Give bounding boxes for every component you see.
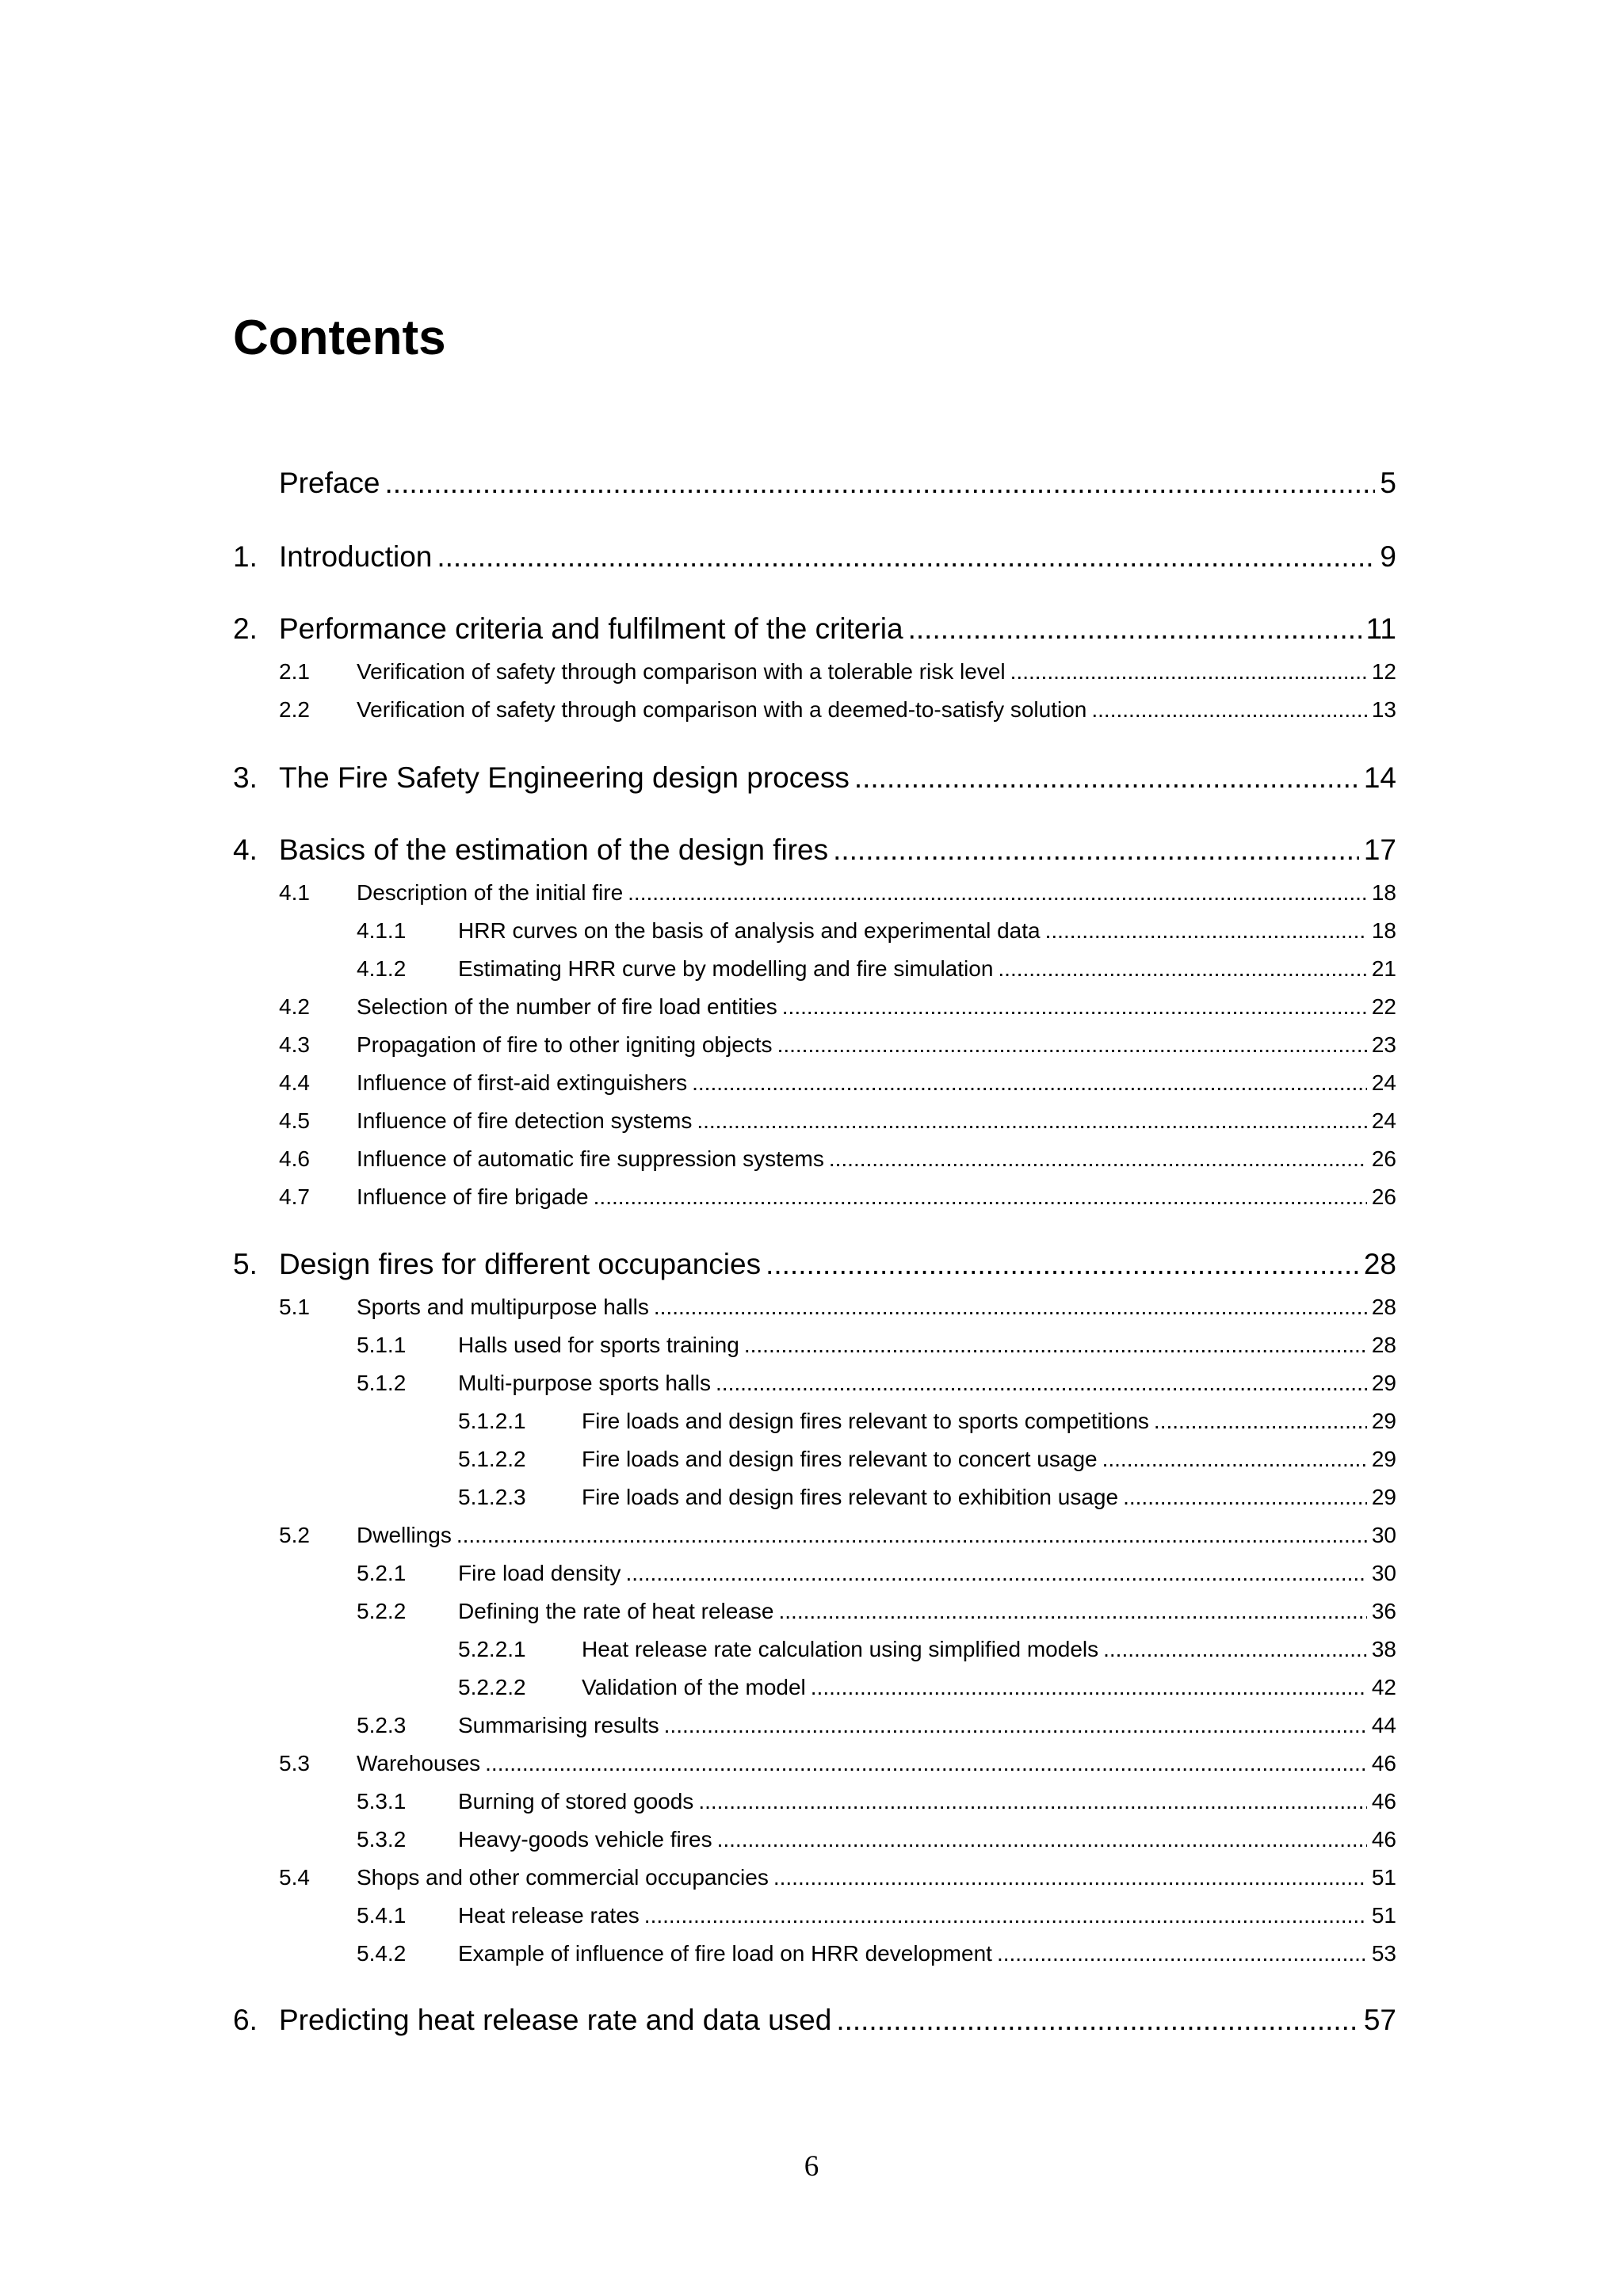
- toc-entry-number: 6.: [233, 2004, 258, 2036]
- toc-entry-number: 4.1.1: [357, 918, 407, 943]
- toc-entry[interactable]: [233, 1938, 1396, 1970]
- toc-entry-title: Introduction: [279, 540, 433, 573]
- toc-dot-leader: [744, 1329, 1367, 1361]
- toc-entry[interactable]: [233, 1710, 1396, 1741]
- toc-entry-page: 46: [1371, 1827, 1396, 1852]
- toc-dot-leader: [698, 1786, 1367, 1817]
- toc-entry-number: 1.: [233, 540, 258, 573]
- toc-entry-page: 23: [1371, 1032, 1396, 1057]
- toc-entry[interactable]: [233, 1367, 1396, 1399]
- toc-entry-page: 28: [1371, 1295, 1396, 1319]
- toc-entry-number: 4.3: [279, 1032, 310, 1057]
- toc-entry[interactable]: [233, 2000, 1396, 2040]
- toc-entry-page: 42: [1371, 1675, 1396, 1699]
- toc-entry-number: 3.: [233, 761, 258, 794]
- toc-dot-leader: [697, 1105, 1367, 1137]
- toc-dot-leader: [628, 877, 1367, 909]
- toc-dot-leader: [997, 1938, 1367, 1970]
- toc-entry-page: 17: [1363, 833, 1396, 866]
- toc-dot-leader: [782, 991, 1367, 1023]
- toc-entry[interactable]: [233, 463, 1396, 503]
- toc-dot-leader: [833, 830, 1359, 870]
- toc-entry-number: 5.1: [279, 1295, 310, 1319]
- toc-entry[interactable]: [233, 1067, 1396, 1099]
- toc-entry-page: 29: [1371, 1447, 1396, 1471]
- toc-entry-title: Heat release rates: [458, 1903, 640, 1928]
- toc-entry-page: 44: [1371, 1713, 1396, 1737]
- toc-entry-number: 5.4.1: [357, 1903, 407, 1928]
- toc-entry-title: Heat release rate calculation using simplified models: [582, 1637, 1099, 1661]
- toc-entry-title: Influence of fire detection systems: [357, 1108, 693, 1133]
- toc-entry-title: Preface: [279, 467, 380, 499]
- toc-dot-leader: [385, 463, 1376, 503]
- toc-entry-number: 4.4: [279, 1070, 310, 1095]
- toc-entry-number: 5.3: [279, 1751, 310, 1775]
- toc-entry-number: 4.5: [279, 1108, 310, 1133]
- toc-dot-leader: [1102, 1444, 1367, 1475]
- toc-entry[interactable]: [233, 1634, 1396, 1665]
- toc-entry-number: 5.3.1: [357, 1789, 407, 1814]
- toc-entry[interactable]: [233, 877, 1396, 909]
- toc-entry[interactable]: [233, 1596, 1396, 1627]
- toc-entry-number: 5.1.2: [357, 1371, 407, 1395]
- toc-entry-title: Burning of stored goods: [458, 1789, 694, 1814]
- toc-entry-title: Multi-purpose sports halls: [458, 1371, 712, 1395]
- toc-entry-title: Basics of the estimation of the design fires: [279, 833, 829, 866]
- toc-entry[interactable]: [233, 1143, 1396, 1175]
- toc-entry-page: 36: [1371, 1599, 1396, 1623]
- toc-entry-page: 57: [1363, 2004, 1396, 2036]
- toc-entry-page: 28: [1363, 1248, 1396, 1280]
- toc-entry-title: Fire loads and design fires relevant to concert usage: [582, 1447, 1098, 1471]
- toc-entry-title: Selection of the number of fire load entities: [357, 994, 777, 1019]
- toc-entry-number: 5.1.2.2: [458, 1447, 526, 1471]
- toc-entry-number: 2.2: [279, 697, 310, 722]
- toc-entry[interactable]: [233, 1405, 1396, 1437]
- toc-dot-leader: [594, 1181, 1367, 1213]
- toc-entry[interactable]: [233, 1900, 1396, 1932]
- toc-entry-page: 51: [1371, 1865, 1396, 1890]
- toc-entry-page: 24: [1371, 1108, 1396, 1133]
- toc-entry-number: 4.2: [279, 994, 310, 1019]
- toc-entry-number: 5.: [233, 1248, 258, 1280]
- toc-entry-title: Halls used for sports training: [458, 1333, 739, 1357]
- toc-entry[interactable]: [233, 953, 1396, 985]
- toc-entry[interactable]: [233, 656, 1396, 688]
- toc-dot-leader: [836, 2000, 1359, 2040]
- toc-entry-number: 5.2.3: [357, 1713, 407, 1737]
- toc-entry-number: 5.2.2: [357, 1599, 407, 1623]
- toc-entry-number: 5.3.2: [357, 1827, 407, 1852]
- toc-dot-leader: [1154, 1405, 1367, 1437]
- toc-entry-title: Defining the rate of heat release: [458, 1599, 774, 1623]
- toc-entry[interactable]: [233, 1291, 1396, 1323]
- toc-entry[interactable]: [233, 1558, 1396, 1589]
- page-title: Contents: [233, 311, 446, 365]
- toc-entry-title: The Fire Safety Engineering design process: [279, 761, 850, 794]
- toc-entry-title: HRR curves on the basis of analysis and experimental data: [458, 918, 1041, 943]
- toc-entry[interactable]: [233, 609, 1396, 649]
- toc-dot-leader: [1091, 694, 1366, 726]
- toc-entry-title: Estimating HRR curve by modelling and fire simulation: [458, 956, 994, 981]
- toc-entry-title: Influence of automatic fire suppression systems: [357, 1146, 824, 1171]
- toc-entry-title: Shops and other commercial occupancies: [357, 1865, 769, 1890]
- toc-dot-leader: [644, 1900, 1367, 1932]
- toc-entry-page: 29: [1371, 1485, 1396, 1509]
- toc-entry-number: 5.2.1: [357, 1561, 407, 1585]
- toc-dot-leader: [829, 1143, 1367, 1175]
- toc-entry-page: 29: [1371, 1409, 1396, 1433]
- toc-entry-number: 5.2.2.2: [458, 1675, 526, 1699]
- toc-entry-number: 4.7: [279, 1184, 310, 1209]
- toc-entry-page: 28: [1371, 1333, 1396, 1357]
- toc-entry-number: 4.1.2: [357, 956, 407, 981]
- toc-entry-page: 30: [1371, 1523, 1396, 1547]
- toc-entry[interactable]: [233, 1862, 1396, 1894]
- toc-entry[interactable]: [233, 830, 1396, 870]
- toc-dot-leader: [654, 1291, 1367, 1323]
- toc-entry-page: 26: [1371, 1146, 1396, 1171]
- toc-dot-leader: [908, 609, 1361, 649]
- toc-entry[interactable]: [233, 1329, 1396, 1361]
- toc-dot-leader: [717, 1824, 1367, 1855]
- toc-entry[interactable]: [233, 1245, 1396, 1284]
- toc-entry-page: 5: [1380, 467, 1396, 499]
- toc-entry[interactable]: [233, 1029, 1396, 1061]
- toc-entry-title: Performance criteria and fulfilment of the criteria: [279, 612, 903, 645]
- toc-entry-title: Example of influence of fire load on HRR development: [458, 1941, 992, 1966]
- toc-entry[interactable]: [233, 1824, 1396, 1855]
- toc-entry-page: 46: [1371, 1751, 1396, 1775]
- toc-entry-title: Warehouses: [357, 1751, 481, 1775]
- page-number: 6: [804, 2150, 819, 2183]
- toc-entry-number: 4.1: [279, 880, 310, 905]
- toc-dot-leader: [625, 1558, 1366, 1589]
- toc-dot-leader: [456, 1520, 1367, 1551]
- toc-entry-page: 38: [1371, 1637, 1396, 1661]
- toc-dot-leader: [437, 537, 1375, 577]
- toc-entry-page: 53: [1371, 1941, 1396, 1966]
- toc-entry[interactable]: [233, 1181, 1396, 1213]
- toc-entry[interactable]: [233, 537, 1396, 577]
- toc-entry-page: 26: [1371, 1184, 1396, 1209]
- toc-entry[interactable]: [233, 915, 1396, 947]
- toc-dot-leader: [1123, 1482, 1367, 1513]
- toc-dot-leader: [1045, 915, 1367, 947]
- toc-entry-title: Sports and multipurpose halls: [357, 1295, 649, 1319]
- toc-dot-leader: [1103, 1634, 1367, 1665]
- toc-entry[interactable]: [233, 758, 1396, 798]
- toc-entry[interactable]: [233, 1786, 1396, 1817]
- toc-entry[interactable]: [233, 1444, 1396, 1475]
- toc-entry-page: 22: [1371, 994, 1396, 1019]
- toc-dot-leader: [766, 1245, 1359, 1284]
- toc-entry-page: 21: [1371, 956, 1396, 981]
- toc-entry-page: 29: [1371, 1371, 1396, 1395]
- toc-entry-title: Influence of fire brigade: [357, 1184, 589, 1209]
- toc-entry-page: 13: [1371, 697, 1396, 722]
- toc-entry-number: 5.2.2.1: [458, 1637, 526, 1661]
- toc-dot-leader: [854, 758, 1359, 798]
- toc-dot-leader: [998, 953, 1366, 985]
- toc-entry-number: 2.: [233, 612, 258, 645]
- toc-entry-page: 18: [1371, 880, 1396, 905]
- toc-entry-page: 9: [1380, 540, 1396, 573]
- toc-dot-leader: [811, 1672, 1367, 1703]
- toc-entry-page: 51: [1371, 1903, 1396, 1928]
- toc-entry-page: 30: [1371, 1561, 1396, 1585]
- toc-entry[interactable]: [233, 1520, 1396, 1551]
- toc-dot-leader: [664, 1710, 1367, 1741]
- toc-dot-leader: [485, 1748, 1367, 1779]
- toc-entry[interactable]: [233, 1748, 1396, 1779]
- toc-entry-title: Heavy-goods vehicle fires: [458, 1827, 712, 1852]
- toc-entry[interactable]: [233, 991, 1396, 1023]
- toc-entry-page: 18: [1371, 918, 1396, 943]
- toc-entry-title: Design fires for different occupancies: [279, 1248, 762, 1280]
- toc-entry-page: 46: [1371, 1789, 1396, 1814]
- toc-entry-number: 5.1.1: [357, 1333, 407, 1357]
- toc-entry-title: Propagation of fire to other igniting objects: [357, 1032, 773, 1057]
- toc-dot-leader: [692, 1067, 1367, 1099]
- toc-entry[interactable]: [233, 1672, 1396, 1703]
- toc-dot-leader: [1010, 656, 1367, 688]
- toc-entry-title: Predicting heat release rate and data used: [279, 2004, 832, 2036]
- toc-entry-title: Verification of safety through comparison with a deemed-to-satisfy solution: [357, 697, 1087, 722]
- toc-entry-number: 4.: [233, 833, 258, 866]
- toc-entry[interactable]: [233, 1105, 1396, 1137]
- toc-entry-number: 2.1: [279, 659, 310, 684]
- toc-entry-page: 24: [1371, 1070, 1396, 1095]
- toc-entry-number: 5.4: [279, 1865, 310, 1890]
- toc-entry-title: Fire loads and design fires relevant to exhibition usage: [582, 1485, 1119, 1509]
- toc-dot-leader: [773, 1862, 1367, 1894]
- toc-entry-number: 5.1.2.1: [458, 1409, 526, 1433]
- toc-entry-page: 12: [1371, 659, 1396, 684]
- toc-entry-title: Dwellings: [357, 1523, 452, 1547]
- toc-entry-title: Description of the initial fire: [357, 880, 624, 905]
- toc-dot-leader: [778, 1596, 1366, 1627]
- toc-entry[interactable]: [233, 1482, 1396, 1513]
- toc-entry-title: Validation of the model: [582, 1675, 806, 1699]
- toc-entry-title: Summarising results: [458, 1713, 659, 1737]
- toc-entry-page: 11: [1365, 612, 1396, 645]
- toc-entry-title: Fire load density: [458, 1561, 621, 1585]
- toc-entry-number: 5.1.2.3: [458, 1485, 526, 1509]
- toc-entry-title: Fire loads and design fires relevant to sports competitions: [582, 1409, 1149, 1433]
- toc-entry-title: Verification of safety through comparison with a tolerable risk level: [357, 659, 1006, 684]
- toc-entry[interactable]: [233, 694, 1396, 726]
- toc-entry-page: 14: [1363, 761, 1396, 794]
- toc-entry-number: 5.2: [279, 1523, 310, 1547]
- toc-entry-number: 4.6: [279, 1146, 310, 1171]
- toc-dot-leader: [777, 1029, 1367, 1061]
- toc-dot-leader: [716, 1367, 1367, 1399]
- toc-entry-number: 5.4.2: [357, 1941, 407, 1966]
- toc-entry-title: Influence of first-aid extinguishers: [357, 1070, 688, 1095]
